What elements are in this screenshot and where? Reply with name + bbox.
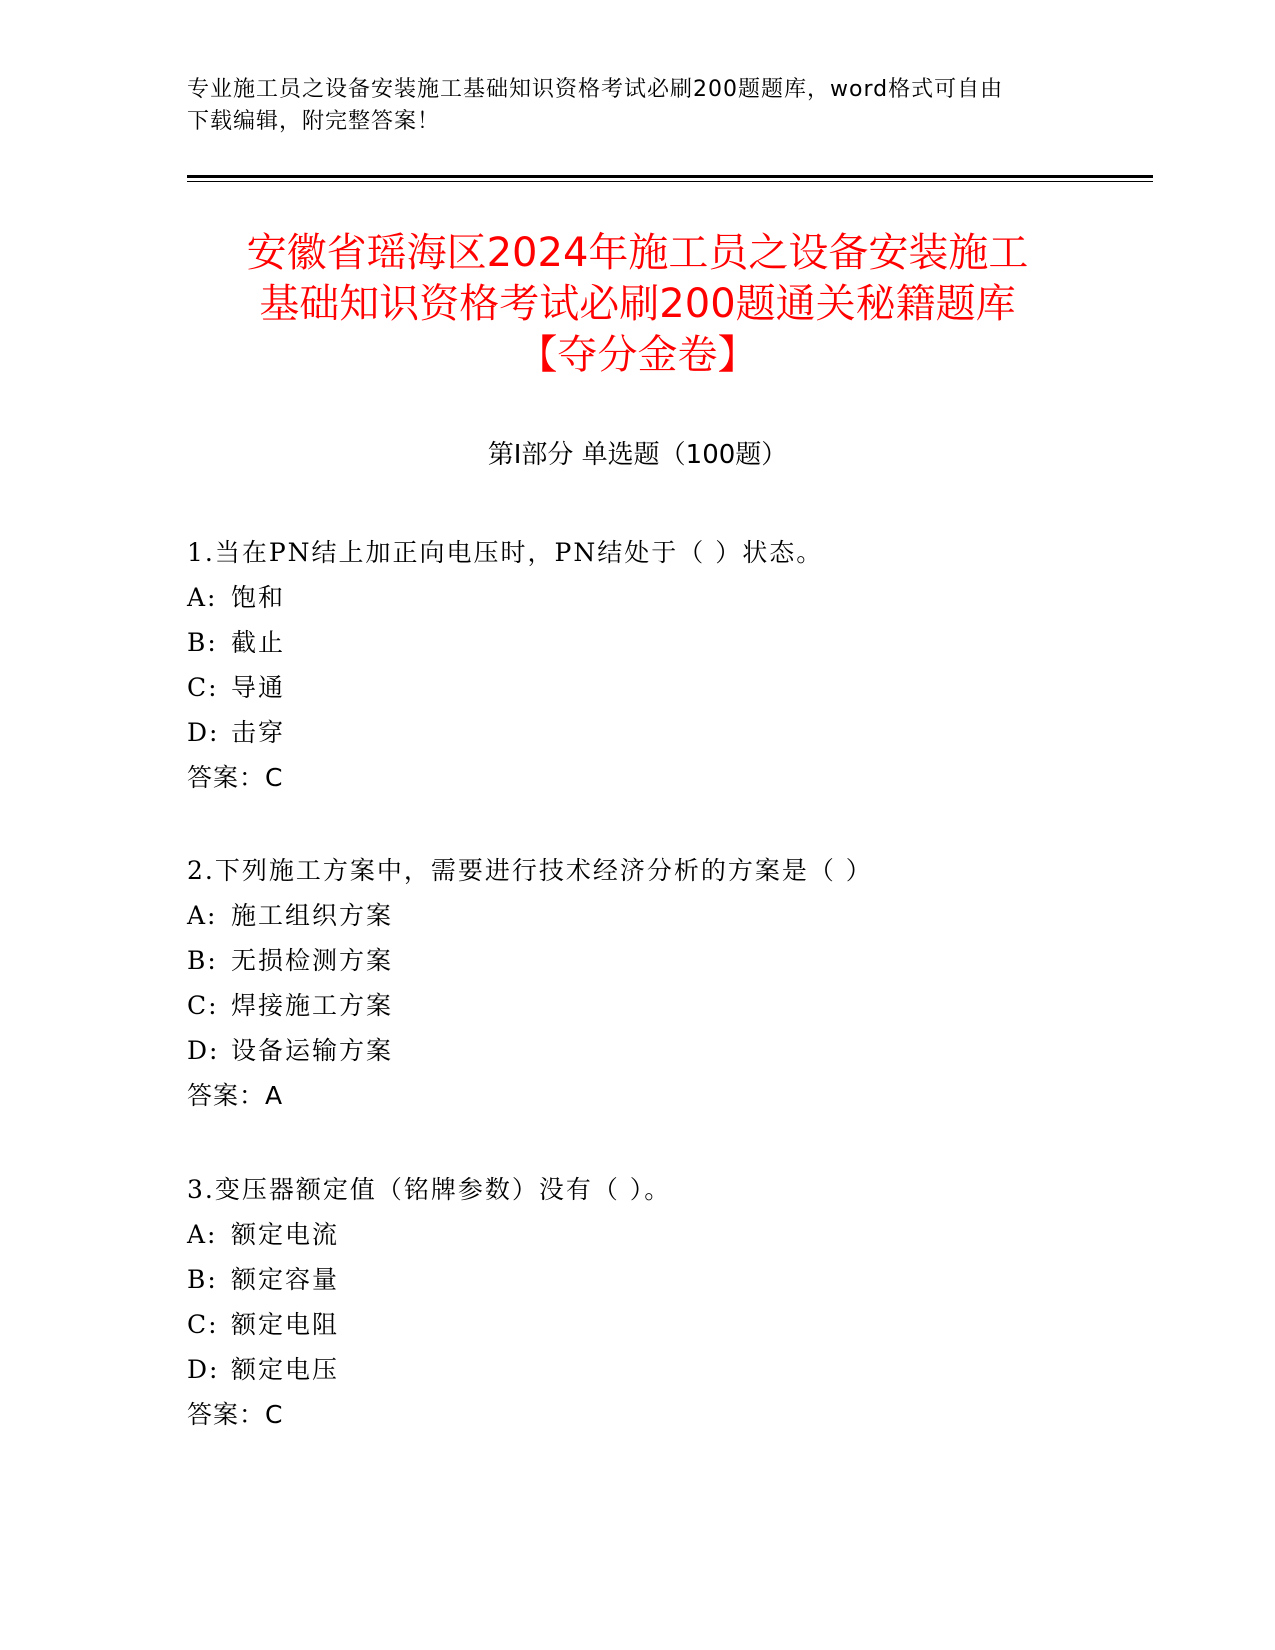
option-a [187, 893, 1087, 938]
option-text: 导通 [231, 673, 286, 702]
header-divider-thick [187, 175, 1153, 178]
option-letter: D: [187, 718, 220, 747]
option-b [187, 938, 1087, 983]
header-note [187, 74, 1067, 138]
option-letter: D: [187, 1036, 220, 1065]
header-note-line-2: 下载编辑，附完整答案！ [187, 109, 441, 134]
option-d [187, 1028, 1087, 1073]
question-stem: 3.变压器额定值（铭牌参数）没有（ ）。 [187, 1175, 672, 1204]
option-b [187, 620, 1087, 665]
option-c [187, 1302, 1087, 1347]
answer-line: 答案：C [187, 1400, 284, 1429]
option-letter: A: [187, 1220, 218, 1249]
option-text: 额定电流 [231, 1220, 340, 1249]
option-text: 额定电阻 [231, 1310, 340, 1339]
question-stem: 1.当在PN结上加正向电压时，PN结处于（ ）状态。 [187, 538, 824, 567]
option-text: 无损检测方案 [231, 946, 394, 975]
document-title [150, 228, 1125, 381]
option-text: 设备运输方案 [231, 1036, 394, 1065]
document-title-line-3: 【夺分金卷】 [517, 332, 758, 378]
question-2 [187, 848, 1087, 1118]
option-letter: C: [187, 673, 219, 702]
document-title-line-2: 基础知识资格考试必刷200题通关秘籍题库 [259, 281, 1016, 327]
option-letter: B: [187, 1265, 218, 1294]
option-a [187, 1212, 1087, 1257]
option-c [187, 665, 1087, 710]
option-letter: C: [187, 1310, 219, 1339]
option-a [187, 575, 1087, 620]
option-letter: A: [187, 901, 218, 930]
option-b [187, 1257, 1087, 1302]
option-d [187, 710, 1087, 755]
option-letter: C: [187, 991, 219, 1020]
answer-line: 答案：C [187, 763, 284, 792]
option-c [187, 983, 1087, 1028]
option-d [187, 1347, 1087, 1392]
document-title-line-1: 安徽省瑶海区2024年施工员之设备安装施工 [246, 230, 1029, 276]
option-letter: B: [187, 628, 218, 657]
option-text: 饱和 [231, 583, 286, 612]
option-text: 施工组织方案 [231, 901, 394, 930]
option-text: 焊接施工方案 [231, 991, 394, 1020]
option-text: 额定容量 [231, 1265, 340, 1294]
option-letter: B: [187, 946, 218, 975]
section-title: 第Ⅰ部分 单选题（100题） [487, 440, 788, 470]
option-text: 击穿 [231, 718, 286, 747]
option-letter: D: [187, 1355, 220, 1384]
option-letter: A: [187, 583, 218, 612]
option-text: 截止 [231, 628, 286, 657]
option-text: 额定电压 [231, 1355, 340, 1384]
header-note-line-1: 专业施工员之设备安装施工基础知识资格考试必刷200题题库，word格式可自由 [187, 77, 1004, 102]
question-3 [187, 1167, 1087, 1437]
header-divider-thin [187, 181, 1153, 182]
answer-line: 答案：A [187, 1081, 284, 1110]
question-stem: 2.下列施工方案中，需要进行技术经济分析的方案是（ ） [187, 856, 873, 885]
question-1 [187, 530, 1087, 800]
